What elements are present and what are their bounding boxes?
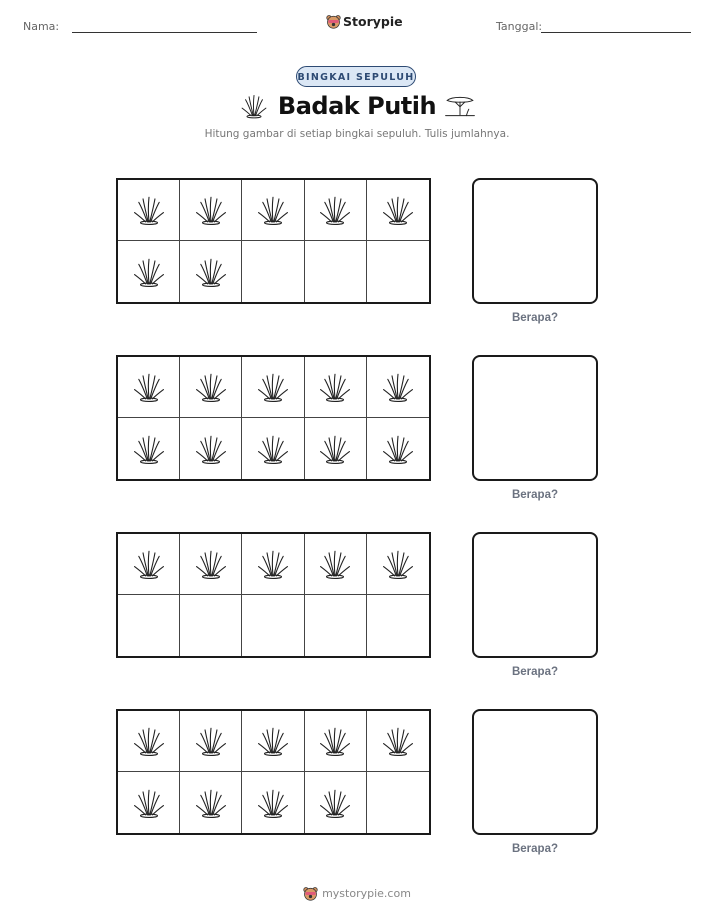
grass-tuft-icon: [194, 720, 228, 762]
ten-frame-cell: [118, 772, 180, 833]
ten-frame-cell: [118, 357, 180, 418]
ten-frame-cell: [242, 534, 304, 595]
grass-tuft-icon: [194, 428, 228, 470]
answer-box[interactable]: [472, 178, 598, 304]
ten-frame-cell: [242, 711, 304, 772]
grass-tuft-icon: [256, 720, 290, 762]
grass-tuft-icon: [256, 782, 290, 824]
ten-frame-cell: [305, 595, 367, 656]
ten-frame-cell: [305, 534, 367, 595]
grass-tuft-icon: [194, 251, 228, 293]
ten-frame-cell: [242, 180, 304, 241]
grass-tuft-icon: [132, 720, 166, 762]
ten-frame-cell: [118, 180, 180, 241]
brand-name: Storypie: [343, 14, 403, 29]
grass-tuft-icon: [256, 189, 290, 231]
ten-frame-cell: [180, 534, 242, 595]
date-line[interactable]: [541, 32, 691, 33]
grass-tuft-icon: [318, 543, 352, 585]
grass-tuft-icon: [318, 428, 352, 470]
grass-tuft-icon: [132, 428, 166, 470]
grass-tuft-icon: [318, 782, 352, 824]
grass-tuft-icon: [318, 720, 352, 762]
question-label: Berapa?: [511, 843, 559, 855]
grass-tuft-icon: [256, 366, 290, 408]
ten-frame: [116, 709, 431, 835]
ten-frame-cell: [180, 180, 242, 241]
question-label: Berapa?: [511, 312, 559, 324]
answer-box[interactable]: [472, 355, 598, 481]
grass-tuft-icon: [381, 720, 415, 762]
ten-frame-cell: [367, 534, 429, 595]
ten-frame: [116, 178, 431, 304]
ten-frame-cell: [367, 772, 429, 833]
footer-url[interactable]: mystorypie.com: [322, 887, 411, 900]
grass-tuft-icon: [132, 543, 166, 585]
ten-frame-cell: [305, 418, 367, 479]
grass-tuft-icon: [318, 366, 352, 408]
ten-frame-cell: [367, 357, 429, 418]
ten-frame-cell: [367, 711, 429, 772]
ten-frame-cell: [118, 711, 180, 772]
grass-tuft-icon: [194, 543, 228, 585]
ten-frame-cell: [242, 357, 304, 418]
brand: [326, 14, 403, 29]
name-label: Nama:: [23, 20, 60, 33]
ten-frame-cell: [367, 180, 429, 241]
name-line[interactable]: [72, 32, 257, 33]
answer-box[interactable]: [472, 532, 598, 658]
ten-frame-cell: [367, 241, 429, 302]
grass-tuft-icon: [132, 189, 166, 231]
instructions: Hitung gambar di setiap bingkai sepuluh. Tulis jumlahnya.: [204, 128, 510, 140]
worksheet-type-badge: BINGKAI SEPULUH: [296, 66, 416, 87]
ten-frame-cell: [180, 418, 242, 479]
grass-tuft-icon: [256, 428, 290, 470]
question-label: Berapa?: [511, 489, 559, 501]
grass-tuft-icon: [318, 189, 352, 231]
ten-frame-cell: [367, 595, 429, 656]
acacia-tree-icon: [444, 94, 476, 118]
date-label: Tanggal:: [496, 20, 543, 33]
ten-frame-cell: [180, 241, 242, 302]
grass-tuft-icon: [381, 366, 415, 408]
ten-frame-cell: [242, 241, 304, 302]
question-label: Berapa?: [511, 666, 559, 678]
ten-frame-cell: [305, 241, 367, 302]
grass-tuft-icon: [132, 782, 166, 824]
answer-box[interactable]: [472, 709, 598, 835]
ten-frame-cell: [305, 772, 367, 833]
grass-tuft-icon: [194, 782, 228, 824]
ten-frame-cell: [180, 772, 242, 833]
ten-frame-cell: [367, 418, 429, 479]
grass-tuft-icon: [256, 543, 290, 585]
ten-frame: [116, 355, 431, 481]
grass-tuft-icon: [132, 251, 166, 293]
grass-tuft-icon: [132, 366, 166, 408]
grass-tuft-icon: [194, 189, 228, 231]
grass-tuft-icon: [381, 428, 415, 470]
ten-frame-cell: [242, 772, 304, 833]
footer: [0, 886, 714, 901]
ten-frame-cell: [118, 418, 180, 479]
bear-logo-icon: [303, 886, 318, 901]
ten-frame-cell: [180, 711, 242, 772]
bear-logo-icon: [326, 14, 341, 29]
ten-frame-cell: [118, 534, 180, 595]
ten-frame-cell: [180, 357, 242, 418]
ten-frame-cell: [118, 241, 180, 302]
page-title: Badak Putih: [277, 92, 437, 120]
ten-frame-cell: [305, 357, 367, 418]
ten-frame-cell: [242, 418, 304, 479]
grass-tuft-icon: [194, 366, 228, 408]
ten-frame-cell: [118, 595, 180, 656]
grass-tuft-icon: [381, 189, 415, 231]
grass-tuft-icon: [381, 543, 415, 585]
ten-frame-cell: [305, 180, 367, 241]
ten-frame-cell: [180, 595, 242, 656]
ten-frame: [116, 532, 431, 658]
ten-frame-cell: [242, 595, 304, 656]
ten-frame-cell: [305, 711, 367, 772]
